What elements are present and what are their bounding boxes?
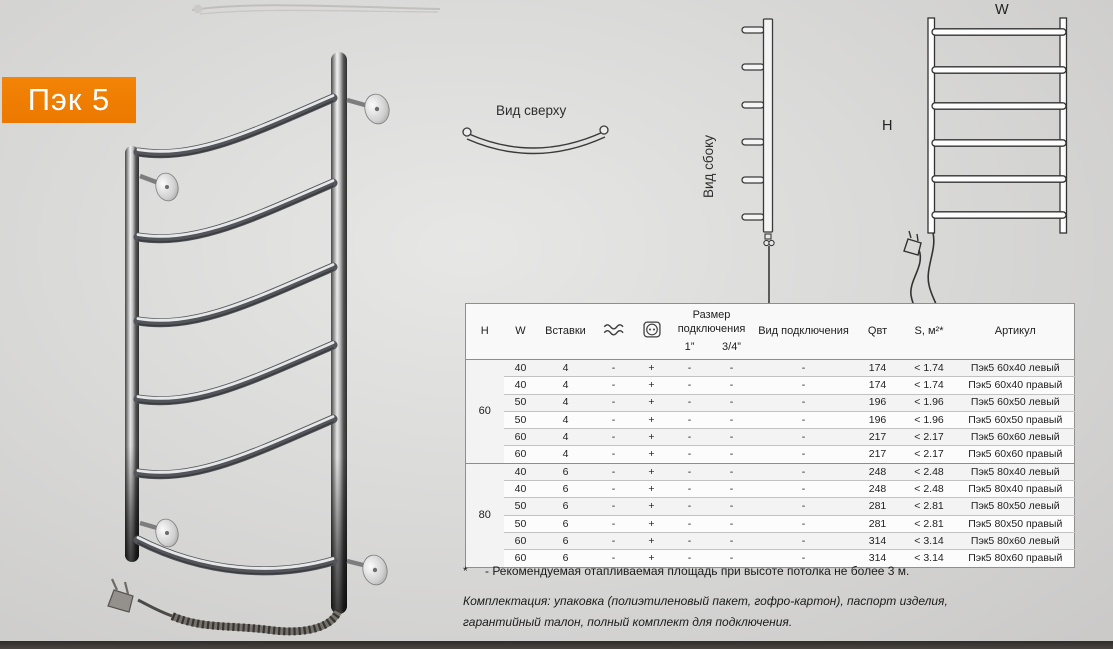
spec-cell: - — [710, 429, 754, 446]
photo-top-fragment — [192, 5, 440, 15]
spec-cell: - — [710, 377, 754, 394]
spec-cell: - — [594, 360, 634, 377]
spec-cell: - — [710, 515, 754, 532]
col-header-connection-type: Вид подключения — [758, 324, 849, 337]
spec-cell: - — [594, 481, 634, 498]
spec-cell: 217 — [854, 429, 902, 446]
table-row — [466, 515, 1075, 532]
spec-cell: Пэк5 80x50 правый — [957, 515, 1075, 532]
front-view-width-label: W — [995, 2, 1009, 18]
spec-cell: - — [754, 377, 854, 394]
spec-cell: - — [670, 515, 710, 532]
power-cord — [108, 579, 339, 631]
spec-cell: 248 — [854, 463, 902, 480]
spec-cell: 6 — [538, 463, 594, 480]
footnote-star — [463, 564, 909, 578]
col-header-size-34: 3/4” — [722, 341, 741, 353]
spec-cell: 314 — [854, 550, 902, 567]
spec-cell: - — [710, 360, 754, 377]
footnote-star-symbol: * — [463, 564, 468, 578]
spec-table-body — [466, 360, 1075, 568]
spec-cell: - — [670, 498, 710, 515]
height-group-cell: 80 — [466, 463, 504, 567]
spec-table — [465, 303, 1075, 568]
spec-cell: - — [670, 377, 710, 394]
height-group-cell: 60 — [466, 360, 504, 464]
spec-cell: Пэк5 60x50 правый — [957, 411, 1075, 428]
table-row — [466, 481, 1075, 498]
front-view-height-label: H — [882, 118, 893, 134]
table-row — [466, 377, 1075, 394]
col-header-q: Qвт — [867, 324, 888, 337]
spec-cell: - — [710, 481, 754, 498]
col-header-flow — [594, 304, 634, 360]
spec-cell: 50 — [504, 411, 538, 428]
spec-cell: - — [594, 550, 634, 567]
spec-cell: + — [634, 532, 670, 549]
front-view-plug-icon — [904, 231, 921, 255]
spec-cell: Пэк5 60x40 правый — [957, 377, 1075, 394]
wave-icon — [602, 322, 626, 336]
spec-cell: 50 — [504, 394, 538, 411]
spec-cell: 6 — [538, 550, 594, 567]
table-row — [466, 446, 1075, 463]
spec-cell: - — [670, 481, 710, 498]
spec-cell: + — [634, 481, 670, 498]
wall-mounts — [140, 92, 392, 588]
spec-cell: - — [670, 429, 710, 446]
table-row — [466, 532, 1075, 549]
spec-cell: - — [594, 429, 634, 446]
spec-cell: Пэк5 60x60 правый — [957, 446, 1075, 463]
bottom-bar — [0, 641, 1113, 649]
spec-cell: 40 — [504, 463, 538, 480]
spec-cell: 60 — [504, 550, 538, 567]
spec-cell: 6 — [538, 515, 594, 532]
col-header-s: S, м²* — [914, 324, 944, 337]
spec-cell: 60 — [504, 429, 538, 446]
front-view-drawing — [878, 0, 1078, 312]
spec-cell: - — [710, 411, 754, 428]
spec-cell: + — [634, 429, 670, 446]
spec-cell: - — [670, 550, 710, 567]
table-row — [466, 463, 1075, 480]
spec-cell: 196 — [854, 411, 902, 428]
spec-cell: 40 — [504, 377, 538, 394]
spec-cell: Пэк5 60x40 левый — [957, 360, 1075, 377]
spec-cell: < 3.14 — [902, 550, 957, 567]
spec-cell: - — [754, 394, 854, 411]
spec-cell: < 2.81 — [902, 498, 957, 515]
spec-cell: - — [754, 463, 854, 480]
spec-cell: 217 — [854, 446, 902, 463]
footnote-star-text: - Рекомендуемая отапливаемая площадь при высоте потолка не более 3 м. — [485, 564, 910, 578]
spec-cell: - — [754, 411, 854, 428]
table-row — [466, 498, 1075, 515]
spec-cell: - — [754, 360, 854, 377]
spec-cell: 4 — [538, 377, 594, 394]
spec-cell: + — [634, 463, 670, 480]
spec-cell: 60 — [504, 532, 538, 549]
spec-cell: - — [670, 360, 710, 377]
spec-cell: - — [710, 550, 754, 567]
spec-cell: - — [594, 463, 634, 480]
spec-cell: - — [710, 463, 754, 480]
spec-cell: 4 — [538, 411, 594, 428]
spec-cell: - — [594, 498, 634, 515]
spec-cell: Пэк5 80x60 правый — [957, 550, 1075, 567]
col-header-inserts: Вставки — [545, 324, 586, 337]
table-row — [466, 429, 1075, 446]
spec-cell: Пэк5 80x60 левый — [957, 532, 1075, 549]
footnote-kit: Комплектация: упаковка (полиэтиленовый пакет, гофро-картон), паспорт изделия, гарантийный талон, полный комплект для подключения. — [463, 594, 948, 629]
spec-cell: + — [634, 411, 670, 428]
col-header-w: W — [515, 324, 526, 337]
spec-cell: 248 — [854, 481, 902, 498]
spec-cell: < 1.96 — [902, 411, 957, 428]
spec-cell: 50 — [504, 515, 538, 532]
spec-cell: Пэк5 60x60 левый — [957, 429, 1075, 446]
col-header-h: H — [480, 324, 489, 337]
spec-cell: < 2.81 — [902, 515, 957, 532]
spec-cell: - — [594, 377, 634, 394]
spec-cell: 314 — [854, 532, 902, 549]
spec-cell: - — [710, 446, 754, 463]
spec-cell: - — [754, 481, 854, 498]
col-header-sku: Артикул — [994, 324, 1036, 337]
spec-cell: - — [754, 429, 854, 446]
spec-cell: + — [634, 394, 670, 411]
spec-cell: 60 — [504, 446, 538, 463]
spec-cell: - — [594, 394, 634, 411]
spec-cell: 281 — [854, 498, 902, 515]
spec-cell: - — [710, 498, 754, 515]
spec-cell: < 2.48 — [902, 481, 957, 498]
spec-cell: - — [754, 446, 854, 463]
spec-cell: 6 — [538, 481, 594, 498]
spec-cell: - — [754, 532, 854, 549]
spec-cell: 4 — [538, 360, 594, 377]
spec-cell: - — [670, 394, 710, 411]
spec-cell: - — [710, 394, 754, 411]
spec-cell: + — [634, 377, 670, 394]
spec-cell: - — [754, 515, 854, 532]
spec-cell: 50 — [504, 498, 538, 515]
spec-cell: < 1.74 — [902, 377, 957, 394]
spec-cell: 174 — [854, 377, 902, 394]
spec-cell: < 2.17 — [902, 429, 957, 446]
spec-cell: 40 — [504, 360, 538, 377]
spec-cell: < 2.48 — [902, 463, 957, 480]
top-view-drawing — [455, 122, 615, 170]
spec-cell: - — [754, 498, 854, 515]
side-view-drawing — [738, 14, 778, 308]
spec-cell: Пэк5 60x50 левый — [957, 394, 1075, 411]
spec-cell: + — [634, 498, 670, 515]
product-name-badge — [2, 77, 136, 123]
table-row — [466, 360, 1075, 377]
spec-cell: - — [754, 550, 854, 567]
top-view-label: Вид сверху — [496, 103, 567, 118]
spec-cell: - — [670, 532, 710, 549]
plug-icon — [108, 590, 133, 612]
spec-cell: 6 — [538, 498, 594, 515]
spec-cell: 196 — [854, 394, 902, 411]
spec-cell: < 1.74 — [902, 360, 957, 377]
table-row — [466, 394, 1075, 411]
spec-cell: - — [594, 411, 634, 428]
spec-cell: 281 — [854, 515, 902, 532]
spec-cell: 40 — [504, 481, 538, 498]
spec-cell: + — [634, 446, 670, 463]
col-header-size-1: 1” — [684, 341, 695, 353]
col-header-size-group: Размер подключения — [677, 309, 746, 335]
spec-cell: - — [594, 532, 634, 549]
spec-cell: + — [634, 550, 670, 567]
spec-cell: - — [710, 532, 754, 549]
spec-cell: - — [670, 411, 710, 428]
col-header-power — [634, 304, 670, 360]
spec-cell: 4 — [538, 429, 594, 446]
spec-cell: < 2.17 — [902, 446, 957, 463]
spec-cell: - — [594, 446, 634, 463]
spec-cell: Пэк5 80x50 левый — [957, 498, 1075, 515]
photo-rungs — [138, 96, 333, 574]
spec-cell: - — [594, 515, 634, 532]
spec-cell: 4 — [538, 446, 594, 463]
table-row — [466, 411, 1075, 428]
spec-cell: 174 — [854, 360, 902, 377]
spec-cell: Пэк5 80x40 левый — [957, 463, 1075, 480]
spec-cell: - — [670, 463, 710, 480]
side-view-label: Вид сбоку — [701, 135, 716, 198]
spec-cell: + — [634, 360, 670, 377]
socket-icon — [643, 321, 661, 338]
spec-cell: < 1.96 — [902, 394, 957, 411]
spec-cell: 6 — [538, 532, 594, 549]
spec-cell: < 3.14 — [902, 532, 957, 549]
product-name: Пэк 5 — [27, 82, 111, 117]
spec-cell: - — [670, 446, 710, 463]
spec-cell: Пэк5 80x40 правый — [957, 481, 1075, 498]
spec-cell: + — [634, 515, 670, 532]
spec-cell: 4 — [538, 394, 594, 411]
